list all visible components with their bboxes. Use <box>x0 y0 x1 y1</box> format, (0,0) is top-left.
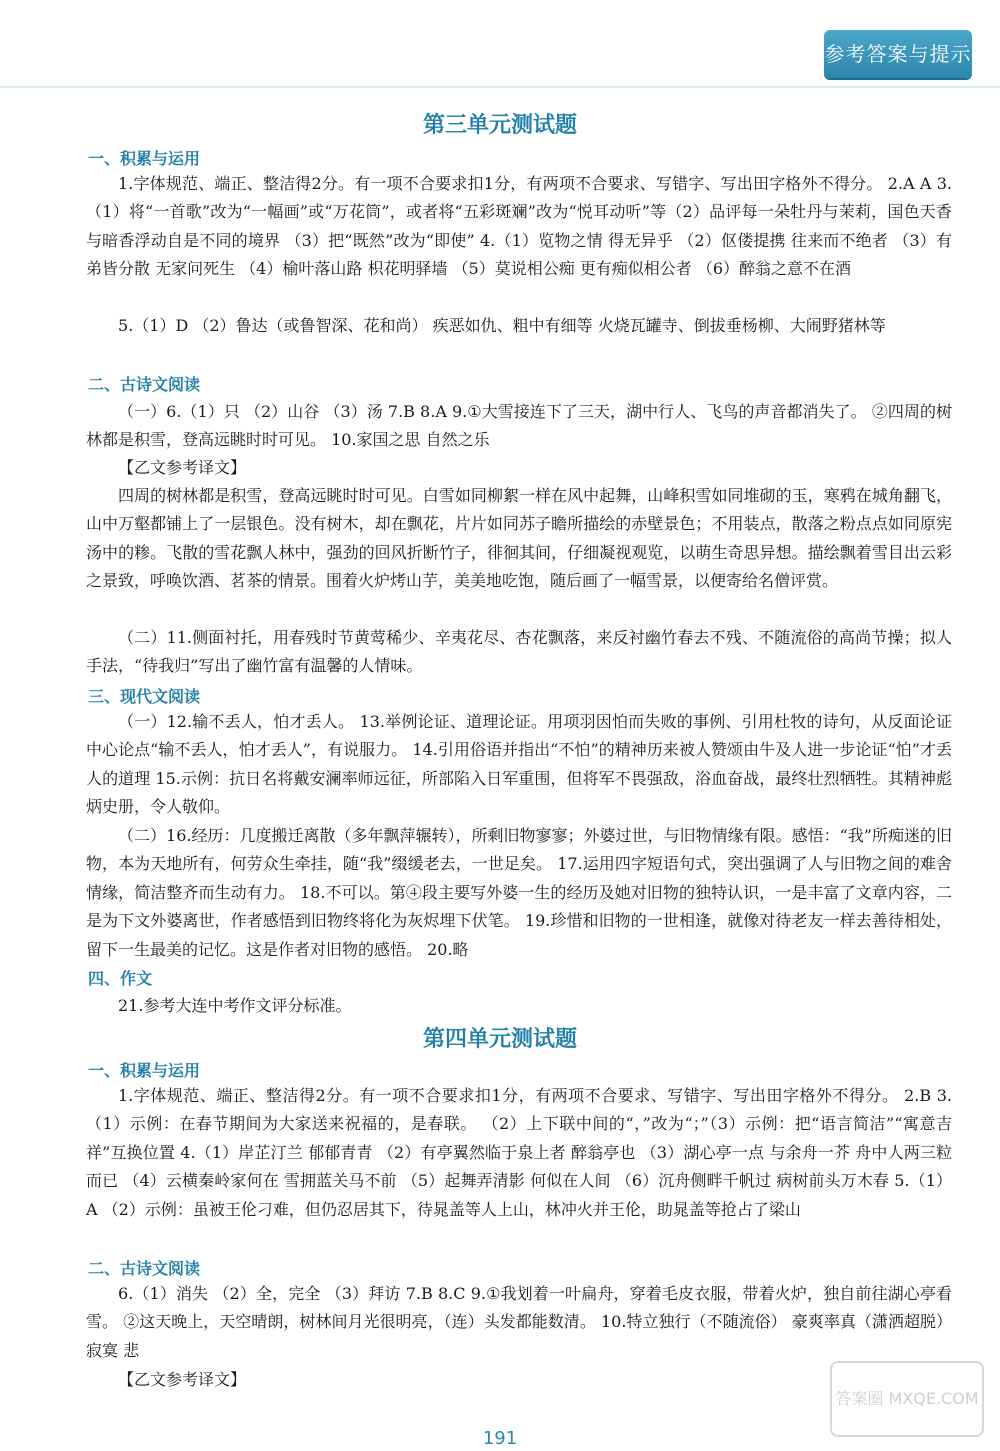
paragraph: 【乙文参考译文】 <box>118 458 247 477</box>
section-heading: 三、现代文阅读 <box>88 687 201 706</box>
paragraph: 6.（1）消失 （2）全，完全 （3）拜访 7.B 8.C 9.①我划着一叶扁舟，穿着毛皮衣服，带着火炉，独自前往湖心亭看雪。 ②这天晚上，天空晴朗，树林间月光很明亮，（连）头发都能数清。 10.特立独行（不随流俗） 豪爽率真（潇洒超脱） 寂寞 悲 <box>86 1284 952 1360</box>
paragraph: 四周的树林都是积雪，登高远眺时时可见。白雪如同柳絮一样在风中起舞，山峰积雪如同堆砌的玉，寒鸦在城角翻飞，山中万壑都铺上了一层银色。没有树木，却在飘花，片片如同苏子瞻所描绘的赤壁景色；不用装点，散落之粉点点如同原宪汤中的糁。飞散的雪花飘人林中，强劲的回风折断竹子，徘徊其间，仔细凝视观览，以萌生奇思异想。描绘飘着雪目出云彩之景致，呼唤饮酒、茗茶的情景。围着火炉烤山芋，美美地吃饱，随后画了一幅雪景，以便寄给名僧评赏。 <box>86 486 952 591</box>
header-badge-text: 参考答案与提示 <box>824 42 972 66</box>
paragraph: （一）6.（1）只 （2）山谷 （3）汤 7.B 8.A 9.①大雪接连下了三天，湖中行人、飞鸟的声音都消失了。 ②四周的树林都是积雪，登高远眺时时可见。 10.家国之思 自然之乐 <box>86 402 952 450</box>
section-heading: 二、古诗文阅读 <box>88 375 201 394</box>
paragraph: 1.字体规范、端正、整洁得2分。有一项不合要求扣1分，有两项不合要求、写错字、写出田字格外不得分。 2.B 3.（1）示例：在春节期间为大家送来祝福的，是春联。 （2）上下联中间的“，”改为“；”（3）示例：把“语言简洁”“寓意吉祥”互换位置 4.（1）岸芷汀兰 郁郁青青 （2）有亭翼然临于泉上者 醉翁亭也 （3）湖心亭一点 与余舟一芥 舟中人两三粒而已 （4）云横秦岭家何在 雪拥蓝关马不前 （5）起舞弄清影 何似在人间 （6）沉舟侧畔千帆过 病树前头万木春 5.（1）A （2）示例：虽被王伦刁难，但仍忍居其下，待晁盖等人上山，林冲火并王伦，助晁盖等抢占了梁山 <box>86 1086 952 1219</box>
page-number: 191 <box>482 1428 518 1449</box>
section-heading: 一、积累与运用 <box>88 1061 201 1080</box>
watermark-logo: 答案圈 MXQE.COM <box>830 1361 984 1437</box>
section-heading: 二、古诗文阅读 <box>88 1259 201 1278</box>
paragraph: （二）11.侧面衬托，用春残时节黄莺稀少、辛夷花尽、杏花飘落，来反衬幽竹春去不残、不随流俗的高尚节操；拟人手法，“待我归”写出了幽竹富有温馨的人情味。 <box>86 628 952 676</box>
paragraph: （一）12.输不丢人，怕才丢人。 13.举例论证、道理论证。用项羽因怕而失败的事例、引用杜牧的诗句，从反面论证中心论点“输不丢人，怕才丢人”，有说服力。 14.引用俗语并指出“不怕”的精神历来被人赞颂由牛及人进一步论证“怕”才丢人的道理 15.示例：抗日名将戴安澜率师远征，所部陷入日军重围，但将军不畏强敌，浴血奋战，最终壮烈牺牲。其精神彪炳史册，令人敬仰。 <box>86 712 952 817</box>
header-badge <box>824 30 972 78</box>
paragraph: 1.字体规范、端正、整洁得2分。有一项不合要求扣1分，有两项不合要求、写错字、写出田字格外不得分。 2.A A 3.（1）将“一首歌”改为“一幅画”或“万花筒”，或者将“五彩斑斓”改为“悦耳动听”等（2）品评每一朵牡丹与茉莉，国色天香与暗香浮动自是不同的境界 （3）把“既然”改为“即使” 4.（1）览物之情 得无异乎 （2）伛偻提携 往来而不绝者 （3）有弟皆分散 无家问死生 （4）榆叶落山路 枳花明驿墙 （5）莫说相公痴 更有痴似相公者 （6）醉翁之意不在酒 <box>86 174 952 279</box>
paragraph: 21.参考大连中考作文评分标准。 <box>118 996 352 1015</box>
paragraph: （二）16.经历：几度搬迁离散（多年飘萍辗转），所剩旧物寥寥；外婆过世，与旧物情缘有限。感悟：“我”所痴迷的旧物，本为天地所有，何劳众生牵挂，随“我”缀缓老去，一世足矣。 17.运用四字短语句式，突出强调了人与旧物之间的难舍情缘，简洁整齐而生动有力。 18.不可以。第④段主要写外婆一生的经历及她对旧物的独特认识，一是丰富了文章内容，二是为下文外婆离世，作者感悟到旧物终将化为灰烬埋下伏笔。 19.珍惜和旧物的一世相逢，就像对待老友一样去善待相处，留下一生最美的记忆。这是作者对旧物的感悟。 20.略 <box>86 826 952 959</box>
paragraph: 5.（1）D （2）鲁达（或鲁智深、花和尚） 疾恶如仇、粗中有细等 火烧瓦罐寺、倒拔垂杨柳、大闹野猪林等 <box>118 316 886 335</box>
section-heading: 一、积累与运用 <box>88 149 201 168</box>
header-divider <box>0 86 1000 88</box>
paragraph: 【乙文参考译文】 <box>118 1370 247 1389</box>
section-heading: 四、作文 <box>88 969 153 988</box>
unit-title: 第三单元测试题 <box>422 113 577 138</box>
unit-title: 第四单元测试题 <box>422 1027 577 1052</box>
